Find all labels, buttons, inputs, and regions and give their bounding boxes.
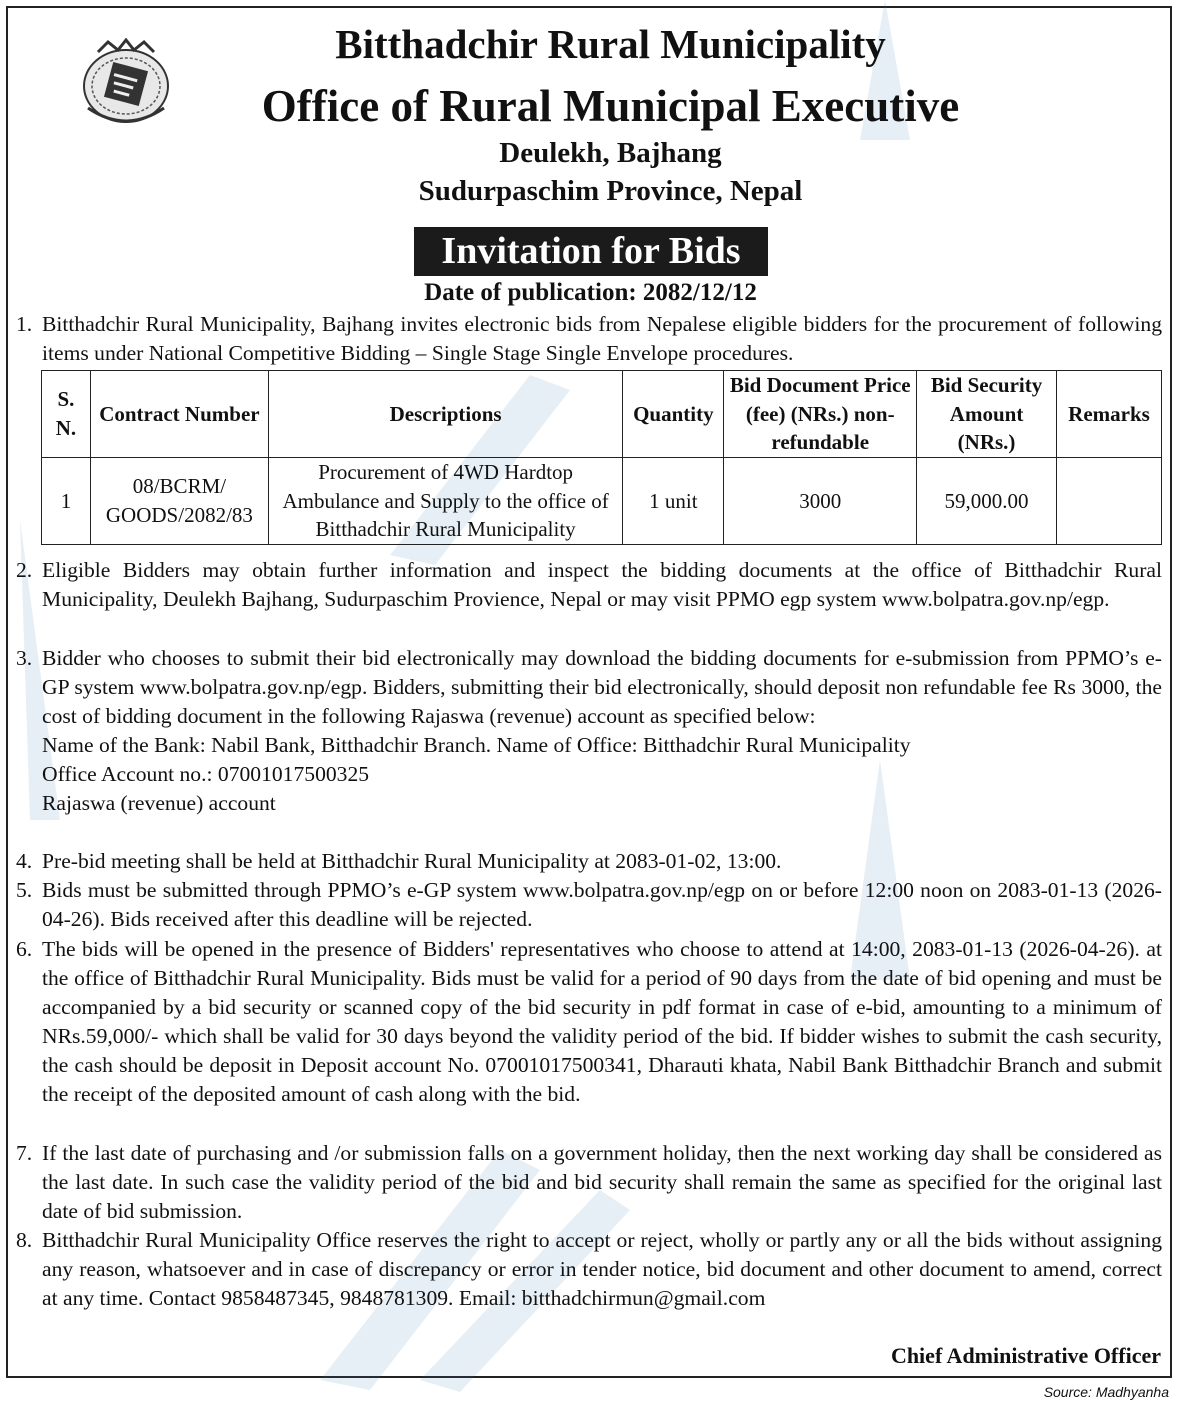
clause-text: Bitthadchir Rural Municipality, Bajhang invites electronic bids from Nepalese eligible bidders for the procurement of following items under National Competitive Bidding – Single Stage Single Envelope procedures. [42,312,1162,366]
cell-remarks [1057,458,1162,545]
header-bid-security: Bid Security Amount (NRs.) [917,371,1057,458]
clause-5 [16,876,1162,934]
publication-date: Date of publication: 2082/12/12 [424,279,757,306]
clause-text: If the last date of purchasing and /or submission falls on a government holiday, then the next working day shall be considered as the last date. In such case the validity period of the bid and bid security shall remain the same as specified for the original last date of bid submission. [42,1141,1162,1224]
cell-contract-number: 08/BCRM/ GOODS/2082/83 [90,458,268,545]
office-location: Deulekh, Bajhang [499,137,722,169]
clause-text: Bitthadchir Rural Municipality Office reserves the right to accept or reject, wholly or partly any or all the bids without assigning any reason, whatsoever and in case of discrepancy or error in tender notice, bid document and other document to amend, correct at any time. Contact 9858487345, 9848781309. Email: bitthadchirmun@gmail.com [42,1228,1162,1311]
cell-sn: 1 [42,458,91,545]
header-descriptions: Descriptions [268,371,622,458]
source-credit: Source: Madhyanha [1043,1384,1169,1400]
clause-text: Bidder who chooses to submit their bid electronically may download the bidding documents for e-submission from PPMO’s e-GP system www.bolpatra.gov.np/egp. Bidders, submitting their bid electronically, should deposit non refundable fee Rs 3000, the cost of bidding document in the following Rajaswa (revenue) account as specified below: [42,646,1162,729]
clause-text: Bids must be submitted through PPMO’s e-GP system www.bolpatra.gov.np/egp on or before 12:00 noon on 2083-01-13 (2026-04-26). Bids received after this deadline will be rejected. [42,878,1162,932]
cell-bid-security: 59,000.00 [917,458,1057,545]
header-contract-number: Contract Number [90,371,268,458]
clause-number: 4. [16,849,33,873]
cell-description: Procurement of 4WD Hardtop Ambulance and Supply to the office of Bitthadchir Rural Municipality [268,458,622,545]
clause-7 [16,1139,1162,1226]
header-bid-document-price: Bid Document Price (fee) (NRs.) non-refundable [724,371,917,458]
cell-bid-document-price: 3000 [724,458,917,545]
account-number: Office Account no.: 07001017500325 [42,762,370,787]
clause-4 [16,847,1162,876]
clause-number: 7. [16,1141,33,1165]
notice-title: Invitation for Bids [414,227,768,276]
clause-number: 8. [16,1228,33,1252]
clause-number: 6. [16,937,33,961]
municipality-name: Bitthadchir Rural Municipality [335,21,886,67]
clause-8 [16,1226,1162,1313]
clause-number: 1. [16,312,33,336]
clause-3 [16,644,1162,819]
clause-2 [16,556,1162,614]
cell-quantity: 1 unit [623,458,724,545]
header-remarks: Remarks [1057,371,1162,458]
clause-text: The bids will be opened in the presence of Bidders' representatives who choose to attend at 14:00, 2083-01-13 (2026-04-26). at the office of Bitthadchir Rural Municipality. Bids must be valid for a period of 90 days from the date of bid opening and must be accompanied by a bid security or scanned copy of the bid security in pdf format in case of e-bid, amounting to a minimum of NRs.59,000/- which shall be valid for 30 days beyond the validity period of the bid. If bidder wishes to submit the cash security, the cash should be deposit in Deposit account No. 07001017500341, Dharauti khata, Nabil Bank Bitthadchir Branch and submit the receipt of the deposited amount of cash along with the bid. [42,937,1162,1107]
office-province: Sudurpaschim Province, Nepal [418,175,803,207]
clause-text: Eligible Bidders may obtain further information and inspect the bidding documents at the office of Bitthadchir Rural Municipality, Deulekh Bajhang, Sudurpaschim Provience, Nepal or may visit PPMO egp system www.bolpatra.gov.np/egp. [42,558,1162,612]
clause-number: 3. [16,646,33,670]
table-row [42,458,1162,545]
header-quantity: Quantity [623,371,724,458]
bid-items-table [41,370,1162,545]
header-sn: S. N. [42,371,91,458]
clause-number: 2. [16,558,33,582]
account-type: Rajaswa (revenue) account [42,791,276,816]
signatory-title: Chief Administrative Officer [890,1343,1161,1368]
bank-details: Name of the Bank: Nabil Bank, Bitthadchir Branch. Name of Office: Bitthadchir Rural Municipality [42,733,911,758]
clause-6 [16,935,1162,1110]
table-header-row [42,371,1162,458]
office-name: Office of Rural Municipal Executive [261,81,960,131]
clause-text: Pre-bid meeting shall be held at Bitthadchir Rural Municipality at 2083-01-02, 13:00. [42,849,782,873]
clause-1 [16,310,1162,368]
clause-number: 5. [16,878,33,902]
